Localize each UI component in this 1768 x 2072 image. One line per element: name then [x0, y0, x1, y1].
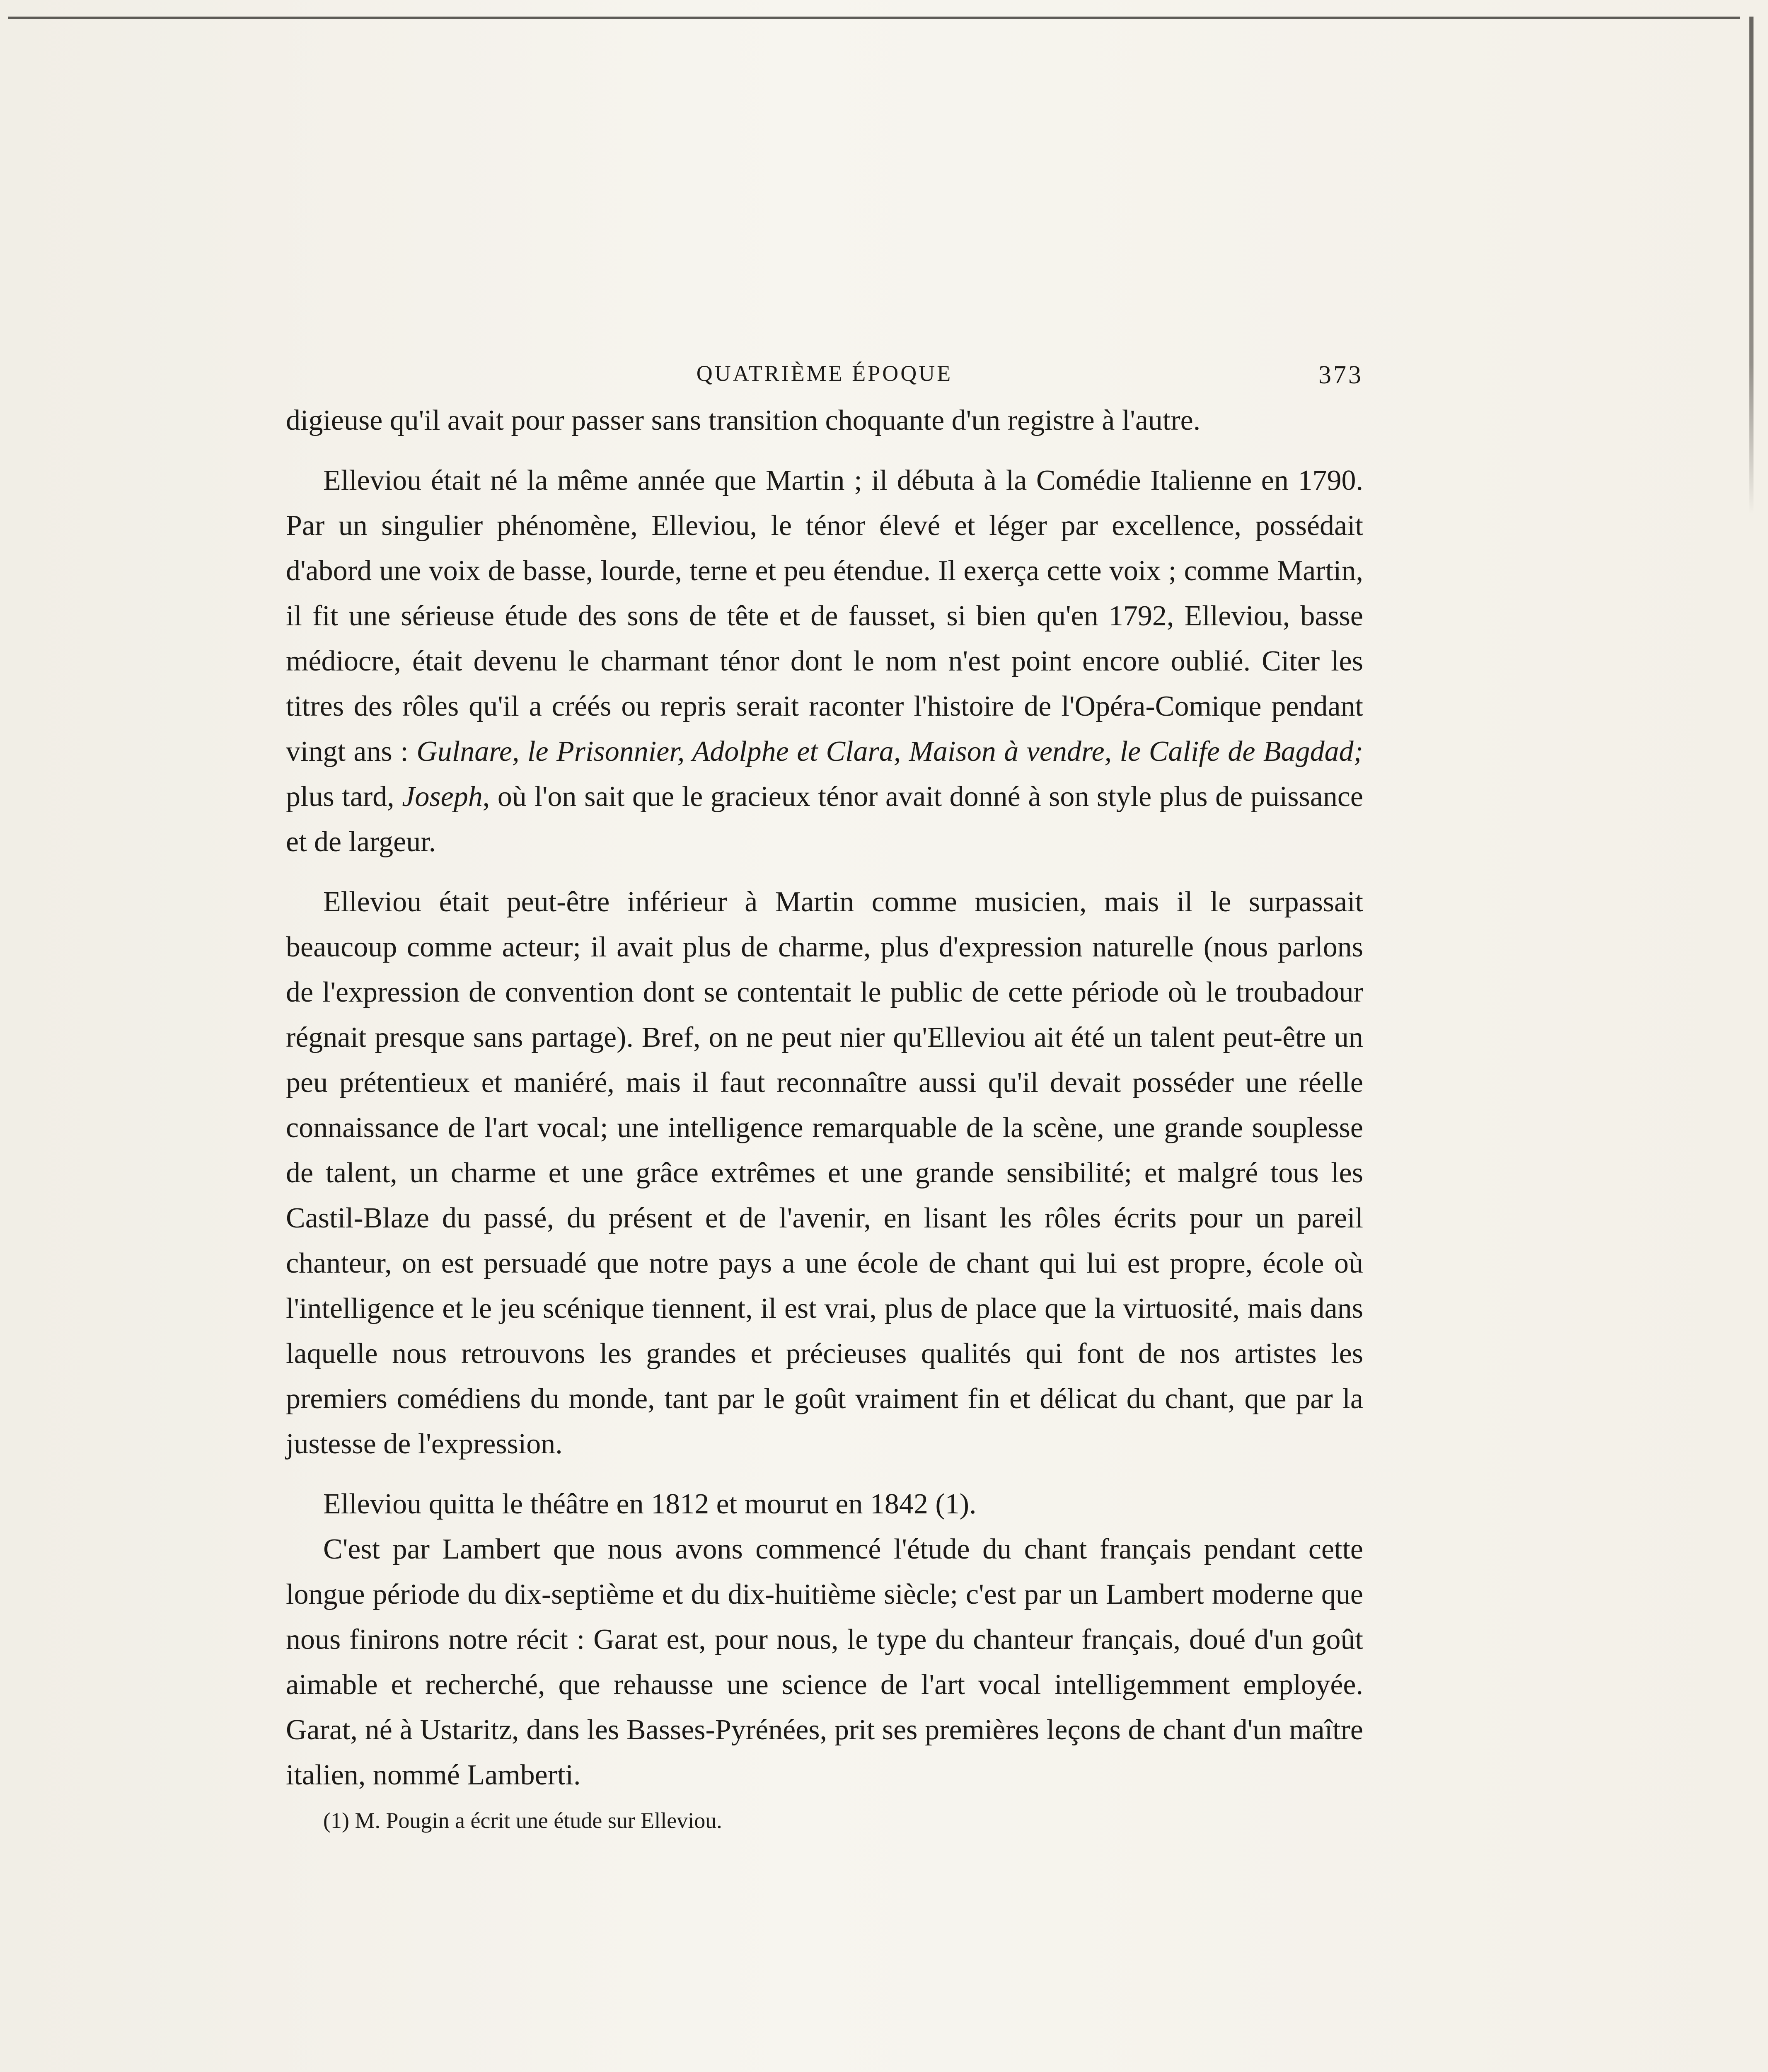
paragraph-2-text-a: Elleviou était né la même année que Martin ; il débuta à la Comédie Italienne en 1790. Par un singulier phénomène, Elleviou, le ténor élevé et léger par excellence, possédait d'abord une voix de basse, lourde, terne et peu étendue. Il exerça cette voix ; comme Martin, il fit une sérieuse étude des sons de tête et de fausset, si bien qu'en 1792, Elleviou, basse médiocre, était devenu le charmant ténor dont le nom n'est point encore oublié. Citer les titres des rôles qu'il a créés ou repris serait raconter l'histoire de l'Opéra-Comique pendant vingt ans :: [286, 465, 1363, 767]
paragraph-2-text-c: , où l'on sait que le gracieux ténor avait donné à son style plus de puissance et de largeur.: [286, 781, 1363, 858]
body-text: [286, 398, 1363, 1798]
paragraph-4: Elleviou quitta le théâtre en 1812 et mourut en 1842 (1).: [323, 1488, 977, 1520]
running-head: [286, 361, 1363, 398]
paragraph-2-roles: Gulnare, le Prisonnier, Adolphe et Clara, Maison à vendre, le Calife de Bagdad;: [416, 736, 1363, 767]
running-title: QUATRIÈME ÉPOQUE: [696, 361, 953, 386]
paragraph-3: Elleviou était peut-être inférieur à Martin comme musicien, mais il le surpassait beaucoup comme acteur; il avait plus de charme, plus d'expression naturelle (nous parlons de l'expression de convention dont se contentait le public de cette période où le troubadour régnait presque sans partage). Bref, on ne peut nier qu'Elleviou ait été un talent peut-être un peu prétentieux et maniéré, mais il faut reconnaître aussi qu'il devait posséder une réelle connaissance de l'art vocal; une intelligence remarquable de la scène, une grande souplesse de talent, un charme et une grâce extrêmes et une grande sensibilité; et malgré tous les Castil-Blaze du passé, du présent et de l'avenir, en lisant les rôles écrits pour un pareil chanteur, on est persuadé que notre pays a une école de chant qui lui est propre, école où l'intelligence et le jeu scénique tiennent, il est vrai, plus de place que la virtuosité, mais dans laquelle nous retrouvons les grandes et précieuses qualités qui font de nos artistes les premiers comédiens du monde, tant par le goût vraiment fin et délicat du chant, que par la justesse de l'expression.: [286, 886, 1363, 1460]
page-right-edge: [1749, 17, 1753, 514]
page-number: 373: [1318, 361, 1363, 389]
text-block: [286, 361, 1363, 1835]
paragraph-2-text-b: plus tard,: [286, 781, 402, 813]
paragraph-1: digieuse qu'il avait pour passer sans transition choquante d'un registre à l'autre.: [286, 404, 1201, 436]
paragraph-5: C'est par Lambert que nous avons commencé l'étude du chant français pendant cette longue période du dix-septième et du dix-huitième siècle; c'est par un Lambert moderne que nous finirons notre récit : Garat est, pour nous, le type du chanteur français, doué d'un goût aimable et recherché, que rehausse une science de l'art vocal intelligemment employée. Garat, né à Ustaritz, dans les Basses-Pyrénées, prit ses premières leçons de chant d'un maître italien, nommé Lamberti.: [286, 1533, 1363, 1791]
page-top-edge: [8, 17, 1740, 19]
paragraph-2-joseph: Joseph: [402, 781, 483, 813]
paragraph-2: [286, 458, 1363, 864]
footnote: (1) M. Pougin a écrit une étude sur Elleviou.: [323, 1808, 722, 1833]
